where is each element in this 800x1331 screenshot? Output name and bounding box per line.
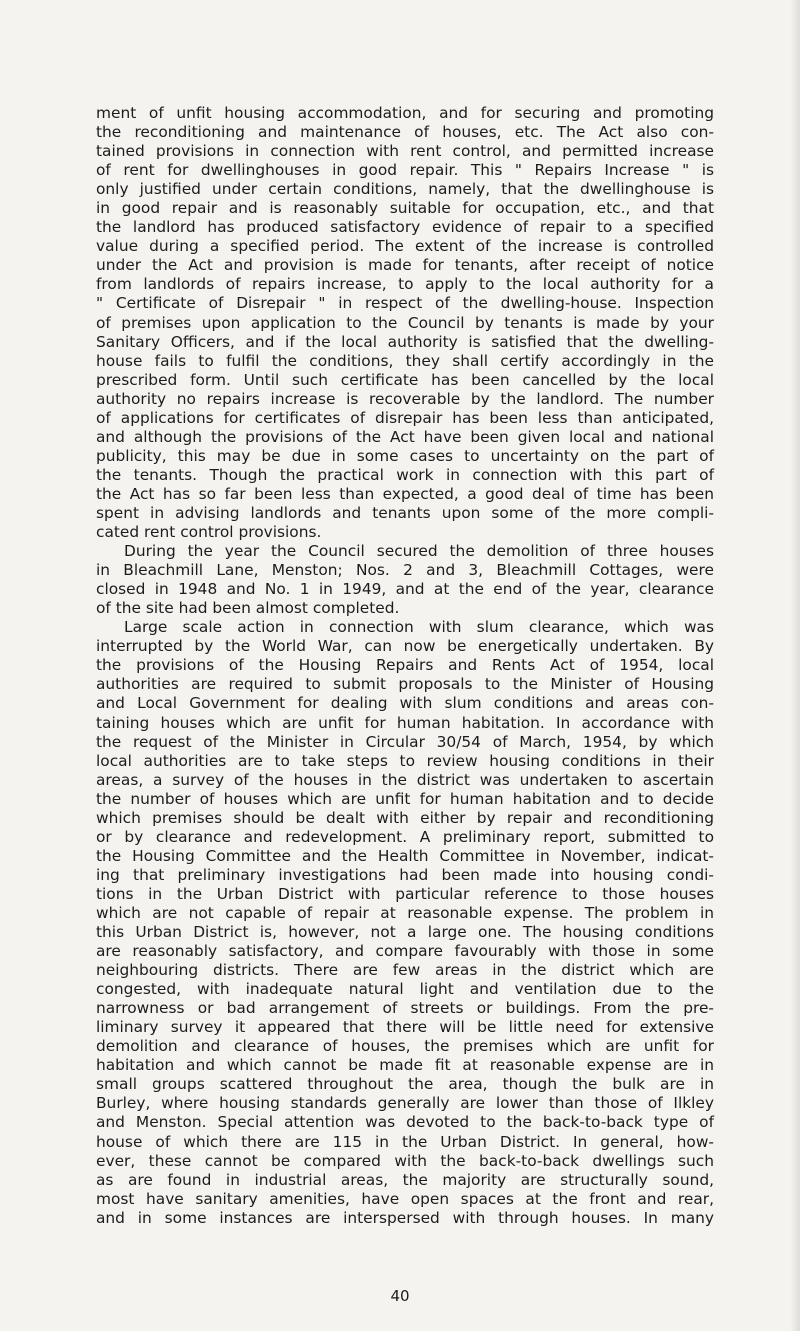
text-line: only justified under certain conditions, namely, that the dwellinghouse is xyxy=(96,180,714,199)
text-line: as are found in industrial areas, the majority are structurally sound, xyxy=(96,1170,714,1189)
text-line: neighbouring districts. There are few areas in the district which are xyxy=(96,961,714,980)
text-line: liminary survey it appeared that there will be little need for extensive xyxy=(96,1018,714,1037)
text-line: the Act has so far been less than expected, a good deal of time has been xyxy=(96,484,714,503)
text-line: the request of the Minister in Circular 30/54 of March, 1954, by which xyxy=(96,732,714,751)
text-line: most have sanitary amenities, have open spaces at the front and rear, xyxy=(96,1189,714,1208)
text-line: and Menston. Special attention was devoted to the back-to-back type of xyxy=(96,1113,714,1132)
text-line: congested, with inadequate natural light and ventilation due to the xyxy=(96,980,714,999)
text-line: closed in 1948 and No. 1 in 1949, and at the end of the year, clearance xyxy=(96,580,714,599)
text-line: from landlords of repairs increase, to apply to the local authority for a xyxy=(96,275,714,294)
text-line: prescribed form. Until such certificate has been cancelled by the local xyxy=(96,370,714,389)
text-line: areas, a survey of the houses in the district was undertaken to ascertain xyxy=(96,770,714,789)
text-line: which premises should be dealt with either by repair and reconditioning xyxy=(96,808,714,827)
text-line: ing that preliminary investigations had been made into housing condi- xyxy=(96,865,714,884)
body-text xyxy=(96,104,714,1228)
text-line: value during a specified period. The extent of the increase is controlled xyxy=(96,237,714,256)
text-line: of premises upon application to the Council by tenants is made by your xyxy=(96,313,714,332)
text-line: and Local Government for dealing with slum conditions and areas con- xyxy=(96,694,714,713)
text-line: ever, these cannot be compared with the back-to-back dwellings such xyxy=(96,1151,714,1170)
text-line: Large scale action in connection with slum clearance, which was xyxy=(124,618,714,637)
text-line: narrowness or bad arrangement of streets or buildings. From the pre- xyxy=(96,999,714,1018)
text-line: under the Act and provision is made for tenants, after receipt of notice xyxy=(96,256,714,275)
paragraph xyxy=(96,618,714,1228)
text-line: house fails to fulfil the conditions, they shall certify accordingly in the xyxy=(96,351,714,370)
text-line: publicity, this may be due in some cases to uncertainty on the part of xyxy=(96,446,714,465)
text-line: spent in advising landlords and tenants upon some of the more compli- xyxy=(96,503,714,522)
page-number: 40 xyxy=(390,1287,410,1305)
text-line: local authorities are to take steps to review housing conditions in their xyxy=(96,751,714,770)
text-line: of the site had been almost completed. xyxy=(96,599,400,618)
text-line: are reasonably satisfactory, and compare favourably with those in some xyxy=(96,942,714,961)
text-line: the Housing Committee and the Health Committee in November, indicat- xyxy=(96,846,714,865)
paragraph xyxy=(96,104,714,542)
text-line: habitation and which cannot be made fit at reasonable expense are in xyxy=(96,1056,714,1075)
text-line: small groups scattered throughout the area, though the bulk are in xyxy=(96,1075,714,1094)
text-line: authority no repairs increase is recoverable by the landlord. The number xyxy=(96,389,714,408)
text-line: the number of houses which are unfit for human habitation and to decide xyxy=(96,789,714,808)
text-line: interrupted by the World War, can now be energetically undertaken. By xyxy=(96,637,714,656)
text-line: the reconditioning and maintenance of houses, etc. The Act also con- xyxy=(96,123,714,142)
text-line: or by clearance and redevelopment. A preliminary report, submitted to xyxy=(96,827,714,846)
text-line: Sanitary Officers, and if the local authority is satisfied that the dwelling- xyxy=(96,332,714,351)
text-line: Burley, where housing standards generally are lower than those of Ilkley xyxy=(96,1094,714,1113)
text-line: of rent for dwellinghouses in good repair. This " Repairs Increase " is xyxy=(96,161,714,180)
text-line: the landlord has produced satisfactory evidence of repair to a specified xyxy=(96,218,714,237)
text-line: taining houses which are unfit for human habitation. In accordance with xyxy=(96,713,714,732)
text-line: this Urban District is, however, not a large one. The housing conditions xyxy=(96,923,714,942)
text-line: the tenants. Though the practical work in connection with this part of xyxy=(96,465,714,484)
text-line: in Bleachmill Lane, Menston; Nos. 2 and 3, Bleachmill Cottages, were xyxy=(96,561,714,580)
text-line: " Certificate of Disrepair " in respect of the dwelling-house. Inspection xyxy=(96,294,714,313)
text-line: ment of unfit housing accommodation, and for securing and promoting xyxy=(96,104,714,122)
text-line: house of which there are 115 in the Urban District. In general, how- xyxy=(96,1132,714,1151)
text-line: tained provisions in connection with rent control, and permitted increase xyxy=(96,142,714,161)
text-line: authorities are required to submit proposals to the Minister of Housing xyxy=(96,675,714,694)
text-line: the provisions of the Housing Repairs and Rents Act of 1954, local xyxy=(96,656,714,675)
text-line: cated rent control provisions. xyxy=(96,523,322,542)
text-line: During the year the Council secured the demolition of three houses xyxy=(124,542,714,561)
text-line: of applications for certificates of disrepair has been less than anticipated, xyxy=(96,408,714,427)
text-line: in good repair and is reasonably suitable for occupation, etc., and that xyxy=(96,199,714,218)
text-line: and in some instances are interspersed with through houses. In many xyxy=(96,1208,714,1227)
text-line: and although the provisions of the Act have been given local and national xyxy=(96,427,714,446)
paragraph xyxy=(96,542,714,618)
text-line: demolition and clearance of houses, the premises which are unfit for xyxy=(96,1037,714,1056)
text-line: tions in the Urban District with particular reference to those houses xyxy=(96,884,714,903)
page-edge-shadow xyxy=(790,0,800,1331)
text-line: which are not capable of repair at reasonable expense. The problem in xyxy=(96,903,714,922)
